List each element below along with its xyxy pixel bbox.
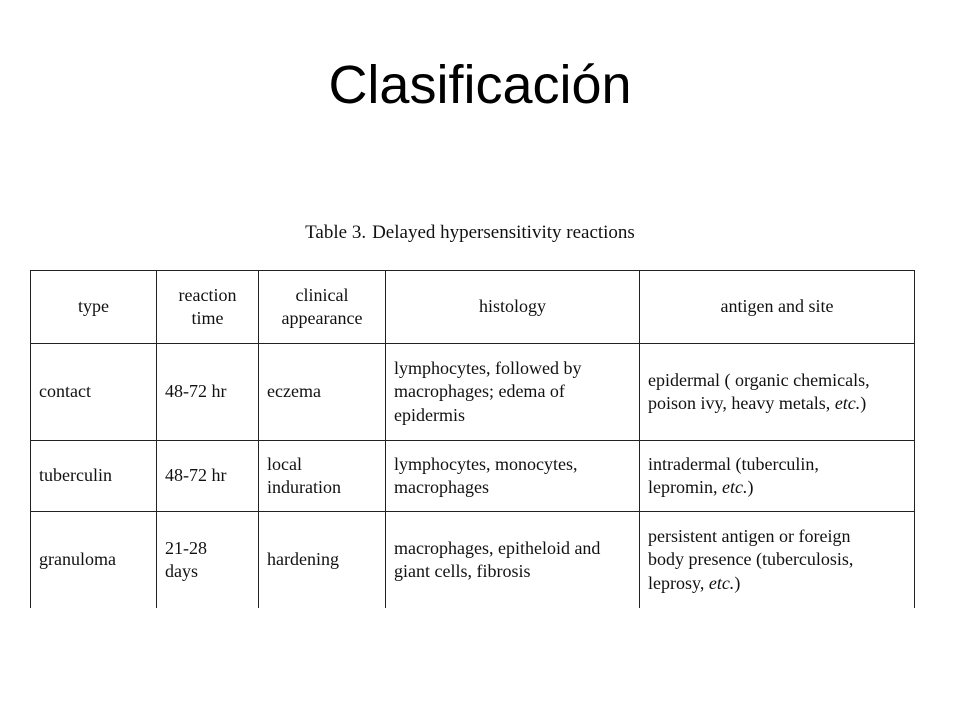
cell-histology <box>386 441 640 512</box>
cell-line: epidermis <box>394 404 465 425</box>
header-line: type <box>78 296 109 317</box>
header-histology <box>386 271 640 344</box>
cell-line: macrophages; edema of <box>394 381 565 402</box>
cell-line: 21-28 <box>165 537 207 558</box>
cell-antigen-site <box>640 441 915 512</box>
slide-title: Clasificación <box>328 55 632 115</box>
cell-line: lymphocytes, followed by <box>394 357 582 378</box>
cell-reaction-time <box>157 344 259 441</box>
cell-histology <box>386 512 640 609</box>
cell-clinical-appearance <box>259 441 386 512</box>
cell-line: body presence (tuberculosis, <box>648 549 854 570</box>
header-reaction-time <box>157 271 259 344</box>
cell-line: macrophages <box>394 477 489 497</box>
cell-type <box>31 512 157 609</box>
cell-type <box>31 441 157 512</box>
header-line: histology <box>478 296 546 317</box>
cell-line: lymphocytes, monocytes, <box>394 453 578 474</box>
table-row <box>31 344 915 441</box>
table-caption-text: Delayed hypersensitivity reactions <box>372 222 635 243</box>
header-type <box>31 271 157 344</box>
table-header-row <box>31 271 915 344</box>
cell-line: macrophages, epitheloid and <box>394 537 601 558</box>
cell-line: tuberculin <box>39 465 112 486</box>
header-clinical-appearance <box>259 271 386 344</box>
header-antigen-site <box>640 271 915 344</box>
cell-line: epidermal ( organic chemicals, <box>648 369 870 390</box>
cell-line: contact <box>39 381 91 402</box>
cell-reaction-time <box>157 512 259 609</box>
cell-reaction-time <box>157 441 259 512</box>
header-line: appearance <box>281 308 363 328</box>
cell-line: granuloma <box>39 549 116 570</box>
header-line: time <box>191 308 224 328</box>
cell-line: eczema <box>267 381 321 402</box>
table-row <box>31 512 915 609</box>
cell-histology <box>386 344 640 441</box>
hypersensitivity-table <box>30 270 915 608</box>
header-line: reaction <box>178 284 237 305</box>
cell-antigen-site <box>640 512 915 609</box>
cell-type <box>31 344 157 441</box>
cell-line: 48-72 hr <box>165 465 227 486</box>
cell-line: days <box>165 561 198 581</box>
cell-clinical-appearance <box>259 512 386 609</box>
cell-clinical-appearance <box>259 344 386 441</box>
cell-line: poison ivy, heavy metals, etc.) <box>648 393 867 413</box>
header-line: clinical <box>295 284 349 305</box>
cell-antigen-site <box>640 344 915 441</box>
cell-line: local <box>267 453 302 474</box>
table-caption <box>0 222 940 244</box>
cell-line: intradermal (tuberculin, <box>648 453 819 474</box>
cell-line: leprosy, etc.) <box>648 572 741 593</box>
table-row <box>31 441 915 512</box>
table-caption-label: Table 3. <box>305 222 367 243</box>
cell-line: giant cells, fibrosis <box>394 561 531 581</box>
cell-line: hardening <box>267 549 339 570</box>
cell-line: 48-72 hr <box>165 381 227 402</box>
cell-line: induration <box>267 477 341 497</box>
header-line: antigen and site <box>720 296 834 317</box>
cell-line: lepromin, etc.) <box>648 477 754 497</box>
cell-line: persistent antigen or foreign <box>648 525 851 546</box>
